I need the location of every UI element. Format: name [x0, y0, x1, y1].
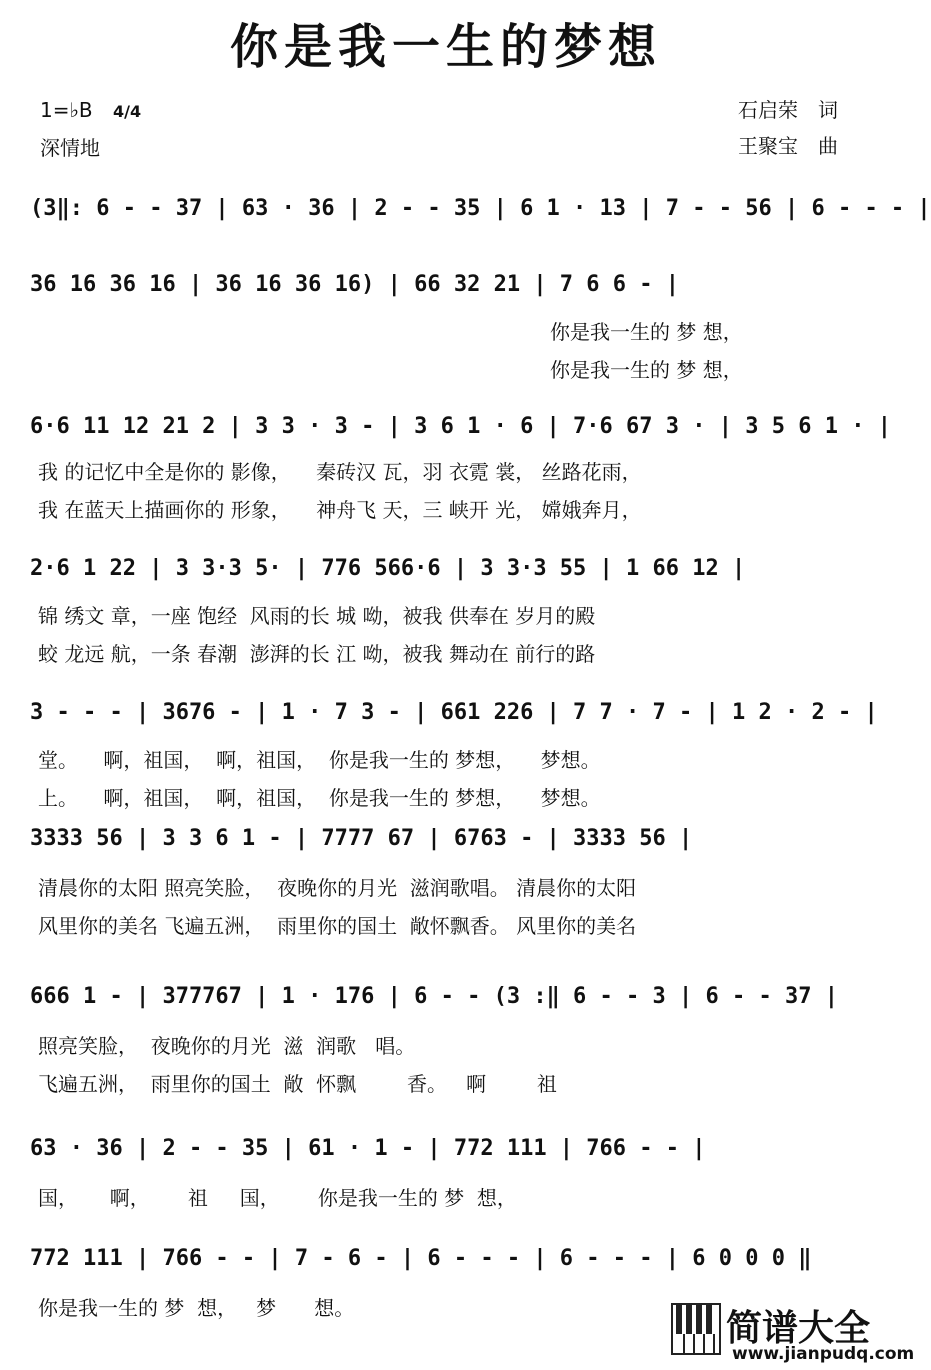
- lyric-line-5b: 上。 啊，祖国， 啊，祖国， 你是我一生的 梦想， 梦想。: [38, 786, 601, 810]
- lyric-line-4b: 蛟 龙远 航，一条 春潮 澎湃的长 江 呦，被我 舞动在 前行的路: [38, 642, 596, 666]
- meta-left: [40, 92, 141, 166]
- lyric-line-5a: 堂。 啊，祖国， 啊，祖国， 你是我一生的 梦想， 梦想。: [38, 748, 601, 772]
- song-title: 你是我一生的梦想: [229, 19, 662, 75]
- lyric-line-6b: 风里你的美名 飞遍五洲， 雨里你的国土 敞怀飘香。 风里你的美名: [38, 914, 637, 938]
- notation-line-2: 36 16 36 16 | 36 16 36 16) | 66 32 21 | 7 6 6 - |: [30, 272, 680, 297]
- site-logo: [672, 1300, 915, 1366]
- notation-line-8: 63 · 36 | 2 - - 35 | 61 · 1 - | 772 111 | 766 - - |: [30, 1136, 706, 1161]
- lyric-line-9: 你是我一生的 梦 想， 梦 想。: [38, 1296, 355, 1320]
- lyric-line-4a: 锦 绣文 章，一座 饱经 风雨的长 城 呦，被我 供奉在 岁月的殿: [38, 604, 596, 628]
- notation-line-7: 666 1 - | 377767 | 1 · 176 | 6 - - (3 :‖ 6 - - 3 | 6 - - 37 |: [30, 984, 838, 1009]
- composer: 王聚宝 曲: [738, 134, 838, 158]
- lyric-line-7a: 照亮笑脸， 夜晚你的月光 滋 润歌 唱。: [38, 1034, 416, 1058]
- notation-line-5: 3 - - - | 3676 - | 1 · 7 3 - | 661 226 | 7 7 · 7 - | 1 2 · 2 - |: [30, 700, 878, 725]
- lyric-line-2a: 你是我一生的 梦 想，: [550, 320, 743, 344]
- notation-line-6: 3333 56 | 3 3 6 1 - | 7777 67 | 6763 - | 3333 56 |: [30, 826, 693, 851]
- tempo-marking: 深情地: [40, 136, 100, 160]
- lyricist: 石启荣 词: [738, 98, 838, 122]
- key-signature: 1=♭B 4/4: [40, 98, 142, 122]
- lyric-line-3a: 我 的记忆中全是你的 影像， 秦砖汉 瓦，羽 衣霓 裳， 丝路花雨，: [38, 460, 642, 484]
- lyric-line-7b: 飞遍五洲， 雨里你的国土 敞 怀飘 香。 啊 祖: [38, 1072, 557, 1096]
- lyric-line-2b: 你是我一生的 梦 想，: [550, 358, 743, 382]
- notation-line-4: 2·6 1 22 | 3 3·3 5· | 776 566·6 | 3 3·3 55 | 1 66 12 |: [30, 556, 746, 581]
- piano-icon: [672, 1304, 720, 1354]
- lyric-line-8: 国， 啊， 祖 国， 你是我一生的 梦 想，: [38, 1186, 517, 1210]
- credits: [738, 92, 838, 164]
- lyric-line-6a: 清晨你的太阳 照亮笑脸， 夜晚你的月光 滋润歌唱。 清晨你的太阳: [38, 876, 637, 900]
- notation-line-3: 6·6 11 12 21 2 | 3 3 · 3 - | 3 6 1 · 6 | 7·6 67 3 · | 3 5 6 1 · |: [30, 414, 891, 439]
- notation-line-1: (3‖: 6 - - 37 | 63 · 36 | 2 - - 35 | 6 1 · 13 | 7 - - 56 | 6 - - - |: [30, 196, 931, 221]
- lyric-line-3b: 我 在蓝天上描画你的 形象， 神舟飞 天，三 峡开 光， 嫦娥奔月，: [38, 498, 642, 522]
- notation-line-9: 772 111 | 766 - - | 7 - 6 - | 6 - - - | 6 - - - | 6 0 0 0 ‖: [30, 1246, 812, 1271]
- logo-text: 简谱大全: [726, 1308, 871, 1349]
- time-signature: 4/4: [113, 102, 142, 121]
- logo-url: www.jianpudq.com: [732, 1344, 915, 1364]
